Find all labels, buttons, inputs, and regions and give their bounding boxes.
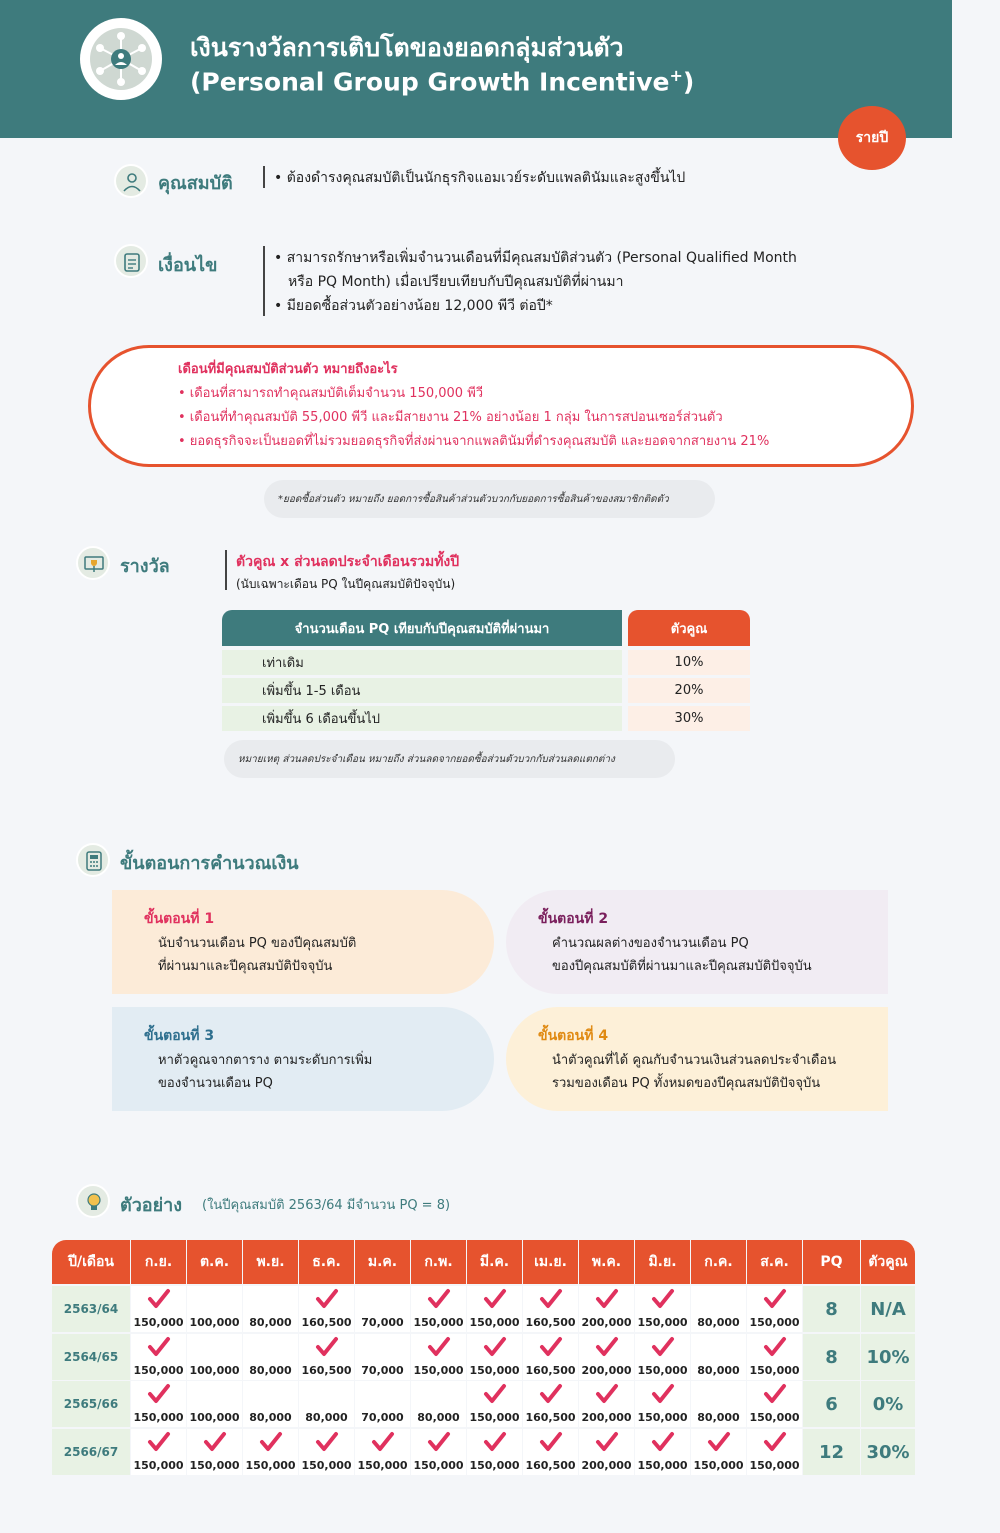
divider [225,550,227,590]
step-card-1 [112,890,494,994]
month-value: 200,000 [581,1411,632,1424]
example-month-cell [187,1334,242,1380]
month-value: 160,500 [525,1459,576,1472]
example-month-cell [635,1381,690,1427]
example-header-cell: PQ [803,1240,860,1284]
example-pq-cell: 8 [803,1286,860,1332]
example-month-cell [187,1286,242,1332]
checkmark-icon [763,1288,787,1313]
condition-title: เงื่อนไข [158,255,218,276]
month-value: 150,000 [413,1316,464,1329]
checkmark-icon [147,1383,171,1408]
month-value: 150,000 [693,1459,744,1472]
example-month-cell [411,1381,466,1427]
example-month-cell [243,1429,298,1475]
qualification-title: คุณสมบัติ [158,173,233,194]
checkmark-icon [315,1336,339,1361]
checkmark-icon [539,1383,563,1408]
example-month-cell [691,1429,746,1475]
example-month-cell [523,1334,578,1380]
example-month-cell [131,1381,186,1427]
month-value: 160,500 [525,1411,576,1424]
month-value: 160,500 [525,1316,576,1329]
step-title: ขั้นตอนที่ 2 [538,911,609,927]
example-month-cell [747,1334,802,1380]
multiplier-table-header-months: จำนวนเดือน PQ เทียบกับปีคุณสมบัติที่ผ่านมา [222,610,622,646]
example-header-cell: ปี/เดือน [52,1240,130,1284]
example-year-cell: 2565/66 [52,1381,130,1427]
month-value: 80,000 [697,1364,740,1377]
trophy-icon [76,546,110,580]
checkmark-icon [763,1431,787,1456]
example-month-cell [299,1334,354,1380]
example-month-cell [635,1429,690,1475]
example-month-cell [355,1286,410,1332]
example-header-cell: ก.ย. [131,1240,186,1284]
month-value: 70,000 [361,1316,404,1329]
checkmark-icon [651,1431,675,1456]
example-month-cell [131,1286,186,1332]
checkmark-icon [595,1288,619,1313]
checkmark-icon [427,1288,451,1313]
step-card-3 [112,1007,494,1111]
month-value: 150,000 [469,1364,520,1377]
checkmark-icon [763,1383,787,1408]
month-value: 150,000 [637,1364,688,1377]
example-month-cell [747,1429,802,1475]
reward-title: รางวัล [120,556,170,577]
example-subtitle: (ในปีคุณสมบัติ 2563/64 มีจำนวน PQ = 8) [202,1198,451,1213]
month-value: 150,000 [133,1459,184,1472]
clipboard-icon [114,244,148,278]
month-value: 200,000 [581,1459,632,1472]
pq-definition-item: • เดือนที่ทำคุณสมบัติ 55,000 พีวี และมีสายงาน 21% อย่างน้อย 1 กลุ่ม ในการสปอนเซอร์ส่วนตัว [178,410,723,425]
example-multiplier-cell: 10% [861,1334,915,1380]
month-value: 150,000 [413,1459,464,1472]
steps-title: ขั้นตอนการคำนวณเงิน [120,853,299,874]
month-value: 150,000 [133,1316,184,1329]
month-value: 80,000 [697,1316,740,1329]
example-month-cell [411,1334,466,1380]
example-year-cell: 2564/65 [52,1334,130,1380]
month-value: 70,000 [361,1411,404,1424]
pq-definition-title: เดือนที่มีคุณสมบัติส่วนตัว หมายถึงอะไร [178,362,398,377]
step-title: ขั้นตอนที่ 4 [538,1028,609,1044]
checkmark-icon [539,1288,563,1313]
example-header-cell: ก.พ. [411,1240,466,1284]
network-icon [80,18,162,100]
table-row-value: 10% [628,650,750,675]
checkmark-icon [315,1288,339,1313]
month-value: 150,000 [749,1364,800,1377]
example-year-cell: 2563/64 [52,1286,130,1332]
month-value: 200,000 [581,1316,632,1329]
step-title: ขั้นตอนที่ 3 [144,1028,215,1044]
checkmark-icon [427,1336,451,1361]
checkmark-icon [315,1431,339,1456]
checkmark-icon [539,1431,563,1456]
example-header-cell: ต.ค. [187,1240,242,1284]
example-pq-cell: 12 [803,1429,860,1475]
pq-definition-item: • เดือนที่สามารถทำคุณสมบัติเต็มจำนวน 150,000 พีวี [178,386,484,401]
month-value: 70,000 [361,1364,404,1377]
calculator-icon [76,843,110,877]
example-header-cell: ก.ค. [691,1240,746,1284]
example-month-cell [747,1381,802,1427]
page-title-thai: เงินรางวัลการเติบโตของยอดกลุ่มส่วนตัว [190,33,624,62]
example-month-cell [691,1381,746,1427]
example-month-cell [411,1286,466,1332]
example-month-cell [579,1286,634,1332]
checkmark-icon [371,1431,395,1456]
example-multiplier-cell: 30% [861,1429,915,1475]
example-month-cell [187,1429,242,1475]
step-card-2 [506,890,888,994]
month-value: 100,000 [189,1316,240,1329]
example-month-cell [467,1381,522,1427]
month-value: 100,000 [189,1364,240,1377]
checkmark-icon [595,1336,619,1361]
month-value: 150,000 [469,1411,520,1424]
example-month-cell [467,1334,522,1380]
example-header-cell: มี.ค. [467,1240,522,1284]
month-value: 150,000 [133,1411,184,1424]
month-value: 150,000 [637,1316,688,1329]
example-month-cell [747,1286,802,1332]
example-month-cell [635,1334,690,1380]
reward-subtext: (นับเฉพาะเดือน PQ ในปีคุณสมบัติปัจจุบัน) [236,577,456,591]
month-value: 80,000 [249,1364,292,1377]
checkmark-icon [147,1336,171,1361]
month-value: 150,000 [413,1364,464,1377]
checkmark-icon [595,1383,619,1408]
month-value: 150,000 [469,1459,520,1472]
example-month-cell [467,1286,522,1332]
example-title: ตัวอย่าง [120,1195,183,1216]
example-header-cell: ส.ค. [747,1240,802,1284]
checkmark-icon [147,1431,171,1456]
example-month-cell [355,1381,410,1427]
month-value: 150,000 [749,1316,800,1329]
person-icon [114,164,148,198]
footnote-discount: หมายเหตุ ส่วนลดประจำเดือน หมายถึง ส่วนลดจากยอดซื้อส่วนตัวบวกกับส่วนลดแตกต่าง [224,740,675,778]
month-value: 150,000 [245,1459,296,1472]
example-month-cell [523,1429,578,1475]
month-value: 80,000 [305,1411,348,1424]
qualification-text: • ต้องดำรงคุณสมบัติเป็นนักธุรกิจแอมเวย์ระดับแพลตินัมและสูงขึ้นไป [274,170,686,186]
example-month-cell [467,1429,522,1475]
example-month-cell [299,1429,354,1475]
month-value: 150,000 [749,1459,800,1472]
table-row-value: 20% [628,678,750,703]
month-value: 200,000 [581,1364,632,1377]
checkmark-icon [483,1288,507,1313]
month-value: 100,000 [189,1411,240,1424]
checkmark-icon [651,1336,675,1361]
example-month-cell [635,1286,690,1332]
checkmark-icon [147,1288,171,1313]
pq-definition-item: • ยอดธุรกิจจะเป็นยอดที่ไม่รวมยอดธุรกิจที่ส่งผ่านจากแพลตินัมที่ดำรงคุณสมบัติ และยอดจากสายงาน 21% [178,434,770,449]
example-month-cell [243,1381,298,1427]
example-month-cell [691,1286,746,1332]
example-month-cell [187,1381,242,1427]
example-multiplier-cell: 0% [861,1381,915,1427]
step-body: คำนวณผลต่างของจำนวนเดือน PQ ของปีคุณสมบัติที่ผ่านมาและปีคุณสมบัติปัจจุบัน [552,936,812,974]
month-value: 160,500 [301,1316,352,1329]
example-month-cell [579,1334,634,1380]
example-header-cell: ธ.ค. [299,1240,354,1284]
condition-line-3: • มียอดซื้อส่วนตัวอย่างน้อย 12,000 พีวี ต่อปี* [274,298,553,314]
example-header-cell: เม.ย. [523,1240,578,1284]
condition-line-1: • สามารถรักษาหรือเพิ่มจำนวนเดือนที่มีคุณสมบัติส่วนตัว (Personal Qualified Month [274,250,797,266]
month-value: 80,000 [249,1411,292,1424]
step-body: นำตัวคูณที่ได้ คูณกับจำนวนเงินส่วนลดประจำเดือน รวมของเดือน PQ ทั้งหมดของปีคุณสมบัติปัจจุบัน [552,1053,837,1091]
divider [263,166,265,188]
checkmark-icon [595,1431,619,1456]
table-row-label: เพิ่มขึ้น 6 เดือนขึ้นไป [222,706,622,731]
example-pq-cell: 6 [803,1381,860,1427]
month-value: 150,000 [637,1459,688,1472]
example-month-cell [579,1429,634,1475]
checkmark-icon [427,1431,451,1456]
example-year-cell: 2566/67 [52,1429,130,1475]
example-month-cell [243,1286,298,1332]
annual-badge: รายปี [838,106,906,170]
example-header-cell: ม.ค. [355,1240,410,1284]
month-value: 80,000 [417,1411,460,1424]
footnote-purchase: *ยอดซื้อส่วนตัว หมายถึง ยอดการซื้อสินค้าส่วนตัวบวกกับยอดการซื้อสินค้าของสมาชิกติดตัว [264,480,715,518]
month-value: 160,500 [301,1364,352,1377]
example-month-cell [355,1334,410,1380]
month-value: 80,000 [697,1411,740,1424]
multiplier-table-header-multiplier: ตัวคูณ [628,610,750,646]
checkmark-icon [763,1336,787,1361]
example-month-cell [691,1334,746,1380]
month-value: 150,000 [357,1459,408,1472]
step-card-4 [506,1007,888,1111]
checkmark-icon [483,1336,507,1361]
example-month-cell [131,1429,186,1475]
example-month-cell [355,1429,410,1475]
table-row-label: เพิ่มขึ้น 1-5 เดือน [222,678,622,703]
example-header-cell: พ.ย. [243,1240,298,1284]
condition-line-2: หรือ PQ Month) เมื่อเปรียบเทียบกับปีคุณสมบัติที่ผ่านมา [288,274,624,290]
step-body: นับจำนวนเดือน PQ ของปีคุณสมบัติ ที่ผ่านมาและปีคุณสมบัติปัจจุบัน [158,936,357,974]
example-month-cell [523,1286,578,1332]
month-value: 150,000 [637,1411,688,1424]
lightbulb-icon [76,1184,110,1218]
example-header-cell: ตัวคูณ [861,1240,915,1284]
checkmark-icon [539,1336,563,1361]
month-value: 160,500 [525,1364,576,1377]
example-month-cell [299,1381,354,1427]
table-row-value: 30% [628,706,750,731]
checkmark-icon [483,1383,507,1408]
example-month-cell [299,1286,354,1332]
checkmark-icon [259,1431,283,1456]
example-month-cell [243,1334,298,1380]
divider [263,246,265,316]
example-month-cell [131,1334,186,1380]
page-title-english: (Personal Group Growth Incentive+) [190,66,695,97]
month-value: 150,000 [749,1411,800,1424]
checkmark-icon [651,1383,675,1408]
month-value: 150,000 [189,1459,240,1472]
checkmark-icon [203,1431,227,1456]
step-title: ขั้นตอนที่ 1 [144,911,215,927]
example-pq-cell: 8 [803,1334,860,1380]
example-month-cell [523,1381,578,1427]
reward-headline: ตัวคูณ x ส่วนลดประจำเดือนรวมทั้งปี [236,554,460,570]
step-body: หาตัวคูณจากตาราง ตามระดับการเพิ่ม ของจำนวนเดือน PQ [158,1053,373,1091]
month-value: 150,000 [133,1364,184,1377]
example-month-cell [579,1381,634,1427]
example-header-cell: พ.ค. [579,1240,634,1284]
checkmark-icon [651,1288,675,1313]
table-row-label: เท่าเดิม [222,650,622,675]
month-value: 150,000 [469,1316,520,1329]
checkmark-icon [707,1431,731,1456]
example-multiplier-cell: N/A [861,1286,915,1332]
checkmark-icon [483,1431,507,1456]
example-header-cell: มิ.ย. [635,1240,690,1284]
example-month-cell [411,1429,466,1475]
month-value: 80,000 [249,1316,292,1329]
month-value: 150,000 [301,1459,352,1472]
